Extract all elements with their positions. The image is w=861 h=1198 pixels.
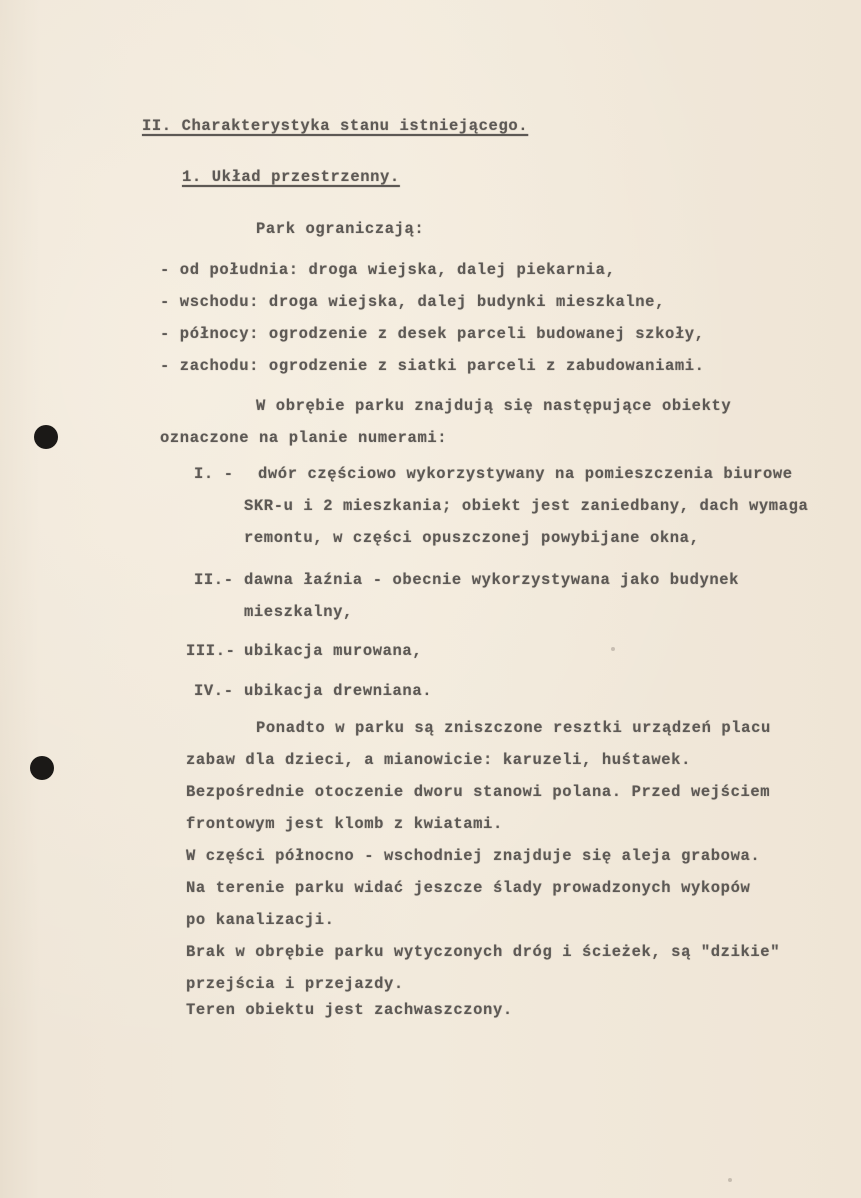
object-1-line-1: dwór częściowo wykorzystywany na pomieszczenia biurowe [258,465,793,483]
description-line-7: po kanalizacji. [186,911,335,929]
object-4-number: IV.- [194,682,234,700]
boundary-east: - wschodu: droga wiejska, dalej budynki mieszkalne, [160,293,665,311]
subsection-title: 1. Układ przestrzenny. [182,168,400,186]
description-line-3: Bezpośrednie otoczenie dworu stanowi polana. Przed wejściem [186,783,771,801]
boundary-west: - zachodu: ogrodzenie z siatki parceli z zabudowaniami. [160,357,705,375]
description-line-8: Brak w obrębie parku wytyczonych dróg i ścieżek, są "dzikie" [186,943,781,961]
object-4-line-1: ubikacja drewniana. [244,682,433,700]
object-1-line-3: remontu, w części opuszczonej powybijane okna, [244,529,700,547]
description-line-6: Na terenie parku widać jeszcze ślady prowadzonych wykopów [186,879,751,897]
description-line-2: zabaw dla dzieci, a mianowicie: karuzeli, huśtawek. [186,751,691,769]
object-3-line-1: ubikacja murowana, [244,642,423,660]
binder-hole-top [34,425,58,449]
object-3-number: III.- [186,642,236,660]
object-1-line-2: SKR-u i 2 mieszkania; obiekt jest zaniedbany, dach wymaga [244,497,809,515]
object-2-line-2: mieszkalny, [244,603,353,621]
object-2-number: II.- [194,571,234,589]
paper-speck [611,647,615,651]
intro-text: Park ograniczają: [256,220,425,238]
objects-intro-line-2: oznaczone na planie numerami: [160,429,448,447]
boundary-south: - od południa: droga wiejska, dalej piekarnia, [160,261,616,279]
description-line-10: Teren obiektu jest zachwaszczony. [186,1001,513,1019]
section-title: II. Charakterystyka stanu istniejącego. [142,117,529,135]
description-line-1: Ponadto w parku są zniszczone resztki urządzeń placu [256,719,771,737]
objects-intro-line-1: W obrębie parku znajdują się następujące obiekty [256,397,732,415]
description-line-5: W części północno - wschodniej znajduje się aleja grabowa. [186,847,761,865]
object-1-number: I. - [194,465,234,483]
description-line-9: przejścia i przejazdy. [186,975,404,993]
description-line-4: frontowym jest klomb z kwiatami. [186,815,503,833]
paper-speck [728,1178,732,1182]
binder-hole-bottom [30,756,54,780]
object-2-line-1: dawna łaźnia - obecnie wykorzystywana jako budynek [244,571,740,589]
boundary-north: - północy: ogrodzenie z desek parceli budowanej szkoły, [160,325,705,343]
